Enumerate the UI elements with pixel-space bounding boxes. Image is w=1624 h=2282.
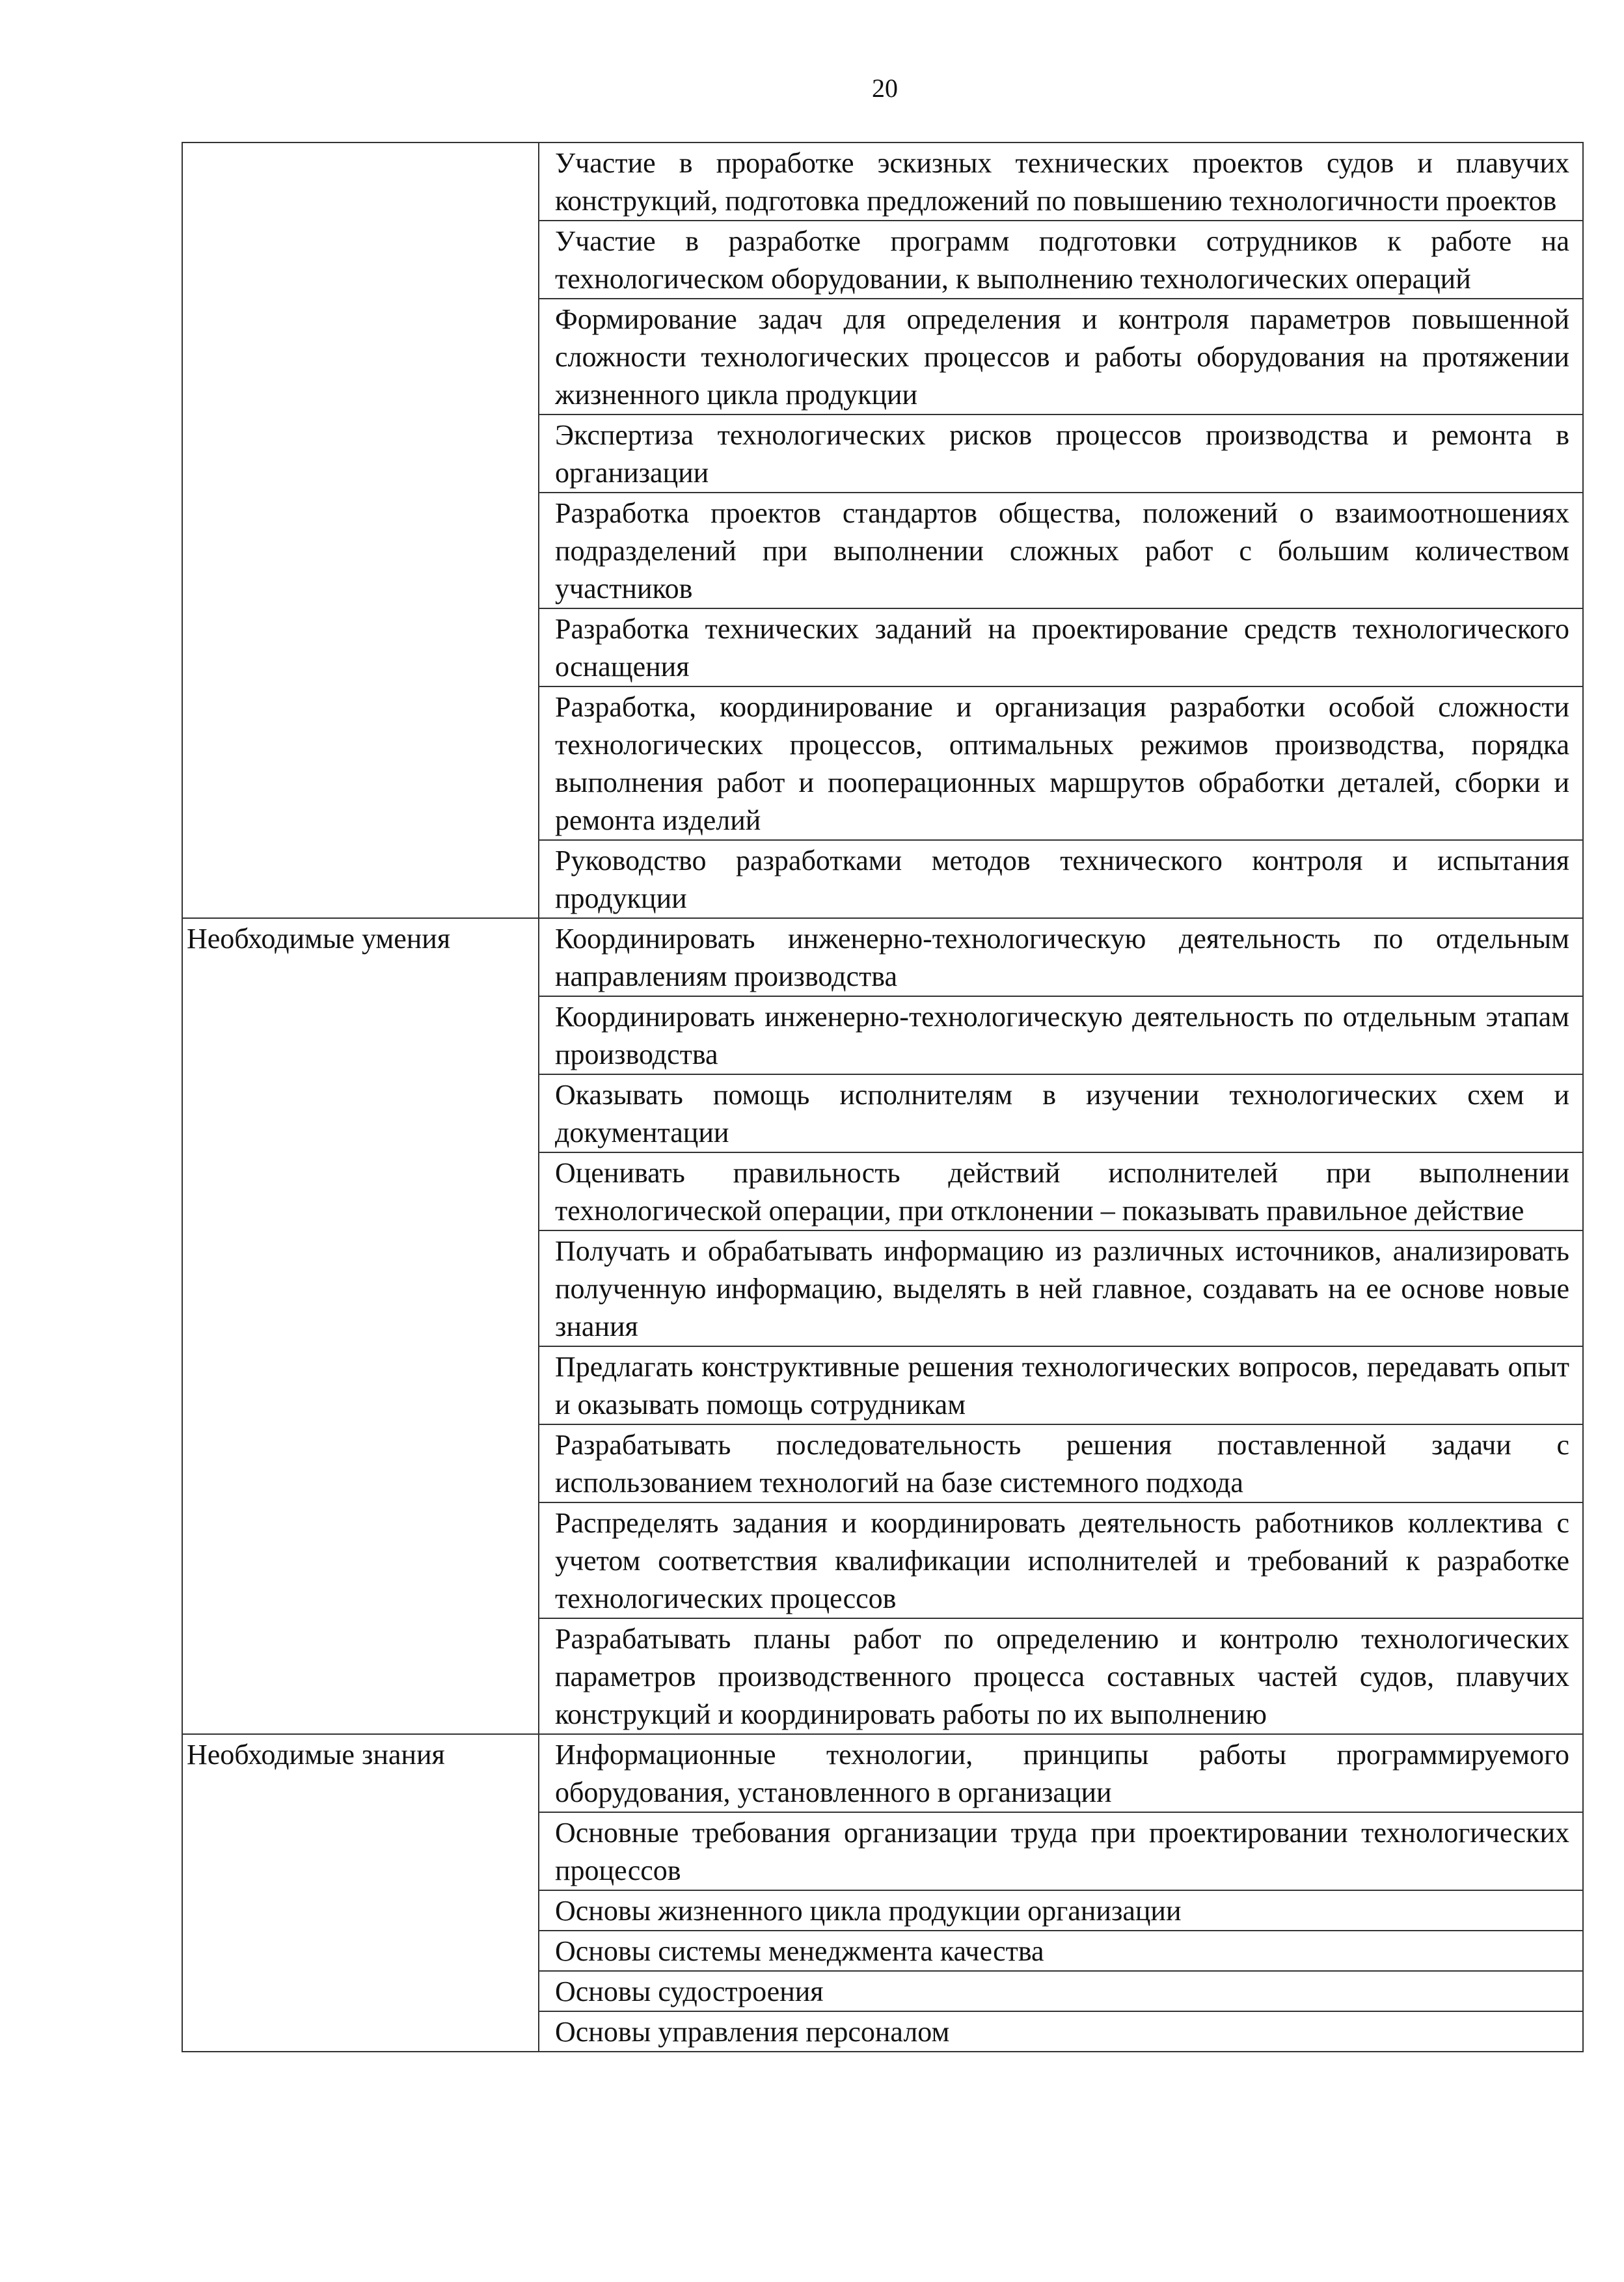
section-item: Разработка технических заданий на проектирование средств технологического оснащения — [539, 608, 1583, 686]
section-item: Основы управления персоналом — [539, 2011, 1583, 2052]
section-item: Информационные технологии, принципы работы программируемого оборудования, установленного в организации — [539, 1734, 1583, 1812]
table-body — [182, 143, 1583, 2052]
section-item: Основы системы менеджмента качества — [539, 1931, 1583, 1971]
section-item: Разрабатывать планы работ по определению и контролю технологических параметров производственного процесса составных частей судов, плавучих конструкций и координировать работы по их выполнению — [539, 1618, 1583, 1734]
section-item: Координировать инженерно-технологическую деятельность по отдельным направлениям производства — [539, 918, 1583, 996]
section-item: Предлагать конструктивные решения технологических вопросов, передавать опыт и оказывать помощь сотрудникам — [539, 1346, 1583, 1424]
section-item: Участие в разработке программ подготовки сотрудников к работе на технологическом оборудовании, к выполнению технологических операций — [539, 221, 1583, 299]
table-row — [182, 143, 1583, 221]
section-item: Координировать инженерно-технологическую деятельность по отдельным этапам производства — [539, 996, 1583, 1074]
table-row — [182, 1734, 1583, 1812]
section-item: Основы жизненного цикла продукции организации — [539, 1890, 1583, 1931]
section-item: Основы судостроения — [539, 1971, 1583, 2011]
section-item: Разрабатывать последовательность решения поставленной задачи с использованием технологий на базе системного подхода — [539, 1424, 1583, 1502]
section-item: Участие в проработке эскизных технических проектов судов и плавучих конструкций, подготовка предложений по повышению технологичности проектов — [539, 143, 1583, 221]
section-item: Разработка проектов стандартов общества, положений о взаимоотношениях подразделений при выполнении сложных работ с большим количеством участников — [539, 493, 1583, 608]
page-number: 20 — [872, 74, 898, 103]
section-item: Распределять задания и координировать деятельность работников коллектива с учетом соответствия квалификации исполнителей и требований к разработке технологических процессов — [539, 1502, 1583, 1618]
section-item: Экспертиза технологических рисков процессов производства и ремонта в организации — [539, 414, 1583, 493]
section-item: Получать и обрабатывать информацию из различных источников, анализировать полученную информацию, выделять в ней главное, создавать на ее основе новые знания — [539, 1230, 1583, 1346]
section-label — [182, 143, 539, 918]
section-item: Основные требования организации труда при проектировании технологических процессов — [539, 1812, 1583, 1890]
section-item: Руководство разработками методов технического контроля и испытания продукции — [539, 840, 1583, 918]
section-item: Оказывать помощь исполнителям в изучении технологических схем и документации — [539, 1074, 1583, 1152]
table-row — [182, 918, 1583, 996]
section-label: Необходимые знания — [182, 1734, 539, 2052]
qualification-table — [182, 142, 1584, 2052]
section-item: Разработка, координирование и организация разработки особой сложности технологических процессов, оптимальных режимов производства, порядка выполнения работ и пооперационных маршрутов обработки деталей, сборки и ремонта изделий — [539, 686, 1583, 840]
section-item: Формирование задач для определения и контроля параметров повышенной сложности технологических процессов и работы оборудования на протяжении жизненного цикла продукции — [539, 299, 1583, 414]
section-label: Необходимые умения — [182, 918, 539, 1734]
section-item: Оценивать правильность действий исполнителей при выполнении технологической операции, при отклонении – показывать правильное действие — [539, 1152, 1583, 1230]
